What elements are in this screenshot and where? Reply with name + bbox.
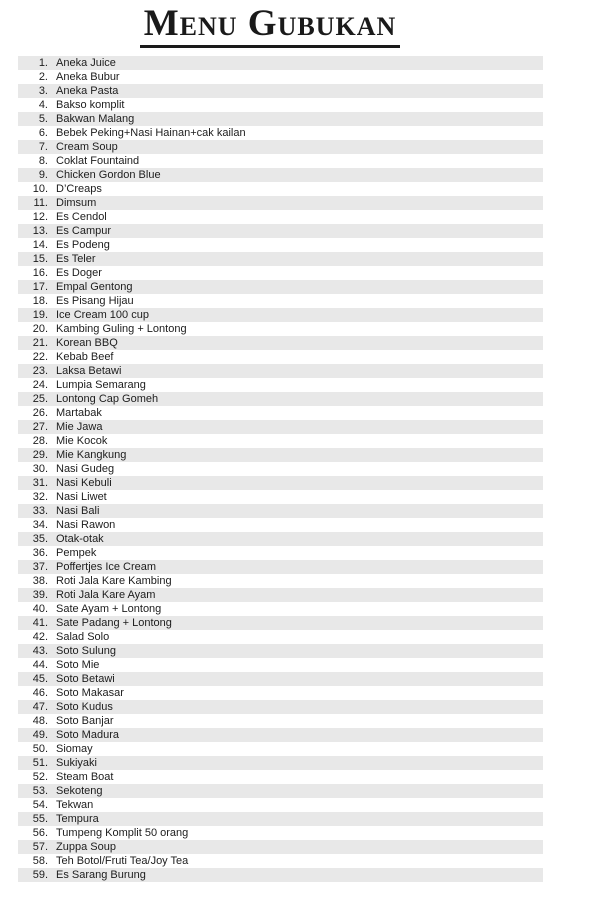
menu-item-number: 9.: [38, 169, 48, 181]
menu-item-label: Es Cendol: [56, 211, 107, 223]
menu-item-number: 47.: [32, 701, 48, 713]
menu-item-label: Lontong Cap Gomeh: [56, 393, 159, 405]
menu-item-number: 16.: [32, 267, 48, 279]
menu-item-label: Lumpia Semarang: [56, 379, 146, 391]
menu-item: [18, 756, 543, 770]
menu-item: [18, 798, 543, 812]
menu-item-label: Kambing Guling + Lontong: [56, 323, 187, 335]
menu-item-number: 13.: [32, 225, 48, 237]
menu-item: [18, 378, 543, 392]
menu-item-label: Soto Kudus: [56, 701, 113, 713]
menu-item: [18, 616, 543, 630]
menu-item: [18, 350, 543, 364]
menu-item: [18, 476, 543, 490]
menu-item-number: 43.: [32, 645, 48, 657]
menu-item-label: Soto Mie: [56, 659, 100, 671]
menu-item-number: 2.: [38, 71, 48, 83]
menu-item-label: Bakso komplit: [56, 99, 125, 111]
menu-item-label: Soto Madura: [56, 729, 119, 741]
menu-item-label: Tekwan: [56, 799, 94, 811]
menu-item-label: Soto Banjar: [56, 715, 114, 727]
menu-item-number: 10.: [32, 183, 48, 195]
menu-item: [18, 546, 543, 560]
menu-item: [18, 56, 543, 70]
menu-item-number: 53.: [32, 785, 48, 797]
menu-item-number: 17.: [32, 281, 48, 293]
menu-item-label: Aneka Juice: [56, 57, 116, 69]
menu-item-label: Es Podeng: [56, 239, 110, 251]
menu-item-label: Steam Boat: [56, 771, 114, 783]
menu-item-number: 11.: [33, 197, 48, 209]
menu-item: [18, 742, 543, 756]
menu-item: [18, 252, 543, 266]
menu-item-number: 1.: [38, 57, 48, 69]
title-wrap: [0, 4, 540, 48]
menu-item: [18, 196, 543, 210]
menu-item-number: 25.: [32, 393, 48, 405]
menu-item: [18, 728, 543, 742]
menu-item-label: Mie Kocok: [56, 435, 108, 447]
menu-item-number: 51.: [32, 757, 48, 769]
menu-item: [18, 686, 543, 700]
menu-item-number: 20.: [32, 323, 48, 335]
menu-item-number: 32.: [32, 491, 48, 503]
menu-item: [18, 392, 543, 406]
menu-item-number: 14.: [32, 239, 48, 251]
menu-item: [18, 784, 543, 798]
menu-item-number: 15.: [32, 253, 48, 265]
menu-item: [18, 490, 543, 504]
menu-item-number: 22.: [32, 351, 48, 363]
menu-item: [18, 238, 543, 252]
menu-item-number: 28.: [32, 435, 48, 447]
menu-item-number: 6.: [38, 127, 48, 139]
menu-item-label: Es Sarang Burung: [56, 869, 146, 881]
menu-item: [18, 420, 543, 434]
menu-item: [18, 126, 543, 140]
menu-item: [18, 84, 543, 98]
menu-item-label: Laksa Betawi: [56, 365, 122, 377]
menu-item-number: 26.: [32, 407, 48, 419]
menu-item-label: Teh Botol/Fruti Tea/Joy Tea: [56, 855, 189, 867]
menu-item-label: Mie Jawa: [56, 421, 103, 433]
menu-item-label: Nasi Rawon: [56, 519, 116, 531]
menu-item-label: Soto Makasar: [56, 687, 124, 699]
menu-item: [18, 168, 543, 182]
menu-item-number: 30.: [32, 463, 48, 475]
menu-item: [18, 672, 543, 686]
menu-item-number: 24.: [32, 379, 48, 391]
menu-item-number: 41.: [32, 617, 48, 629]
menu-item: [18, 154, 543, 168]
menu-item: [18, 630, 543, 644]
menu-item: [18, 826, 543, 840]
menu-item-label: Bebek Peking+Nasi Hainan+cak kailan: [56, 127, 246, 139]
menu-list: [18, 56, 543, 882]
menu-item: [18, 364, 543, 378]
menu-item: [18, 140, 543, 154]
menu-item: [18, 406, 543, 420]
menu-item-number: 42.: [32, 631, 48, 643]
menu-item: [18, 210, 543, 224]
menu-item-label: Coklat Fountaind: [56, 155, 140, 167]
menu-item: [18, 574, 543, 588]
menu-item: [18, 322, 543, 336]
menu-item-label: Poffertjes Ice Cream: [56, 561, 157, 573]
menu-item: [18, 518, 543, 532]
menu-item-number: 33.: [32, 505, 48, 517]
menu-item-label: Sate Padang + Lontong: [56, 617, 172, 629]
menu-item-label: Soto Betawi: [56, 673, 115, 685]
menu-item-label: Nasi Bali: [56, 505, 100, 517]
menu-item-number: 46.: [32, 687, 48, 699]
menu-item: [18, 714, 543, 728]
menu-item-number: 27.: [32, 421, 48, 433]
menu-item-label: Otak-otak: [56, 533, 104, 545]
menu-item-label: Nasi Liwet: [56, 491, 107, 503]
menu-item: [18, 112, 543, 126]
menu-item-label: Chicken Gordon Blue: [56, 169, 161, 181]
menu-item-label: Sukiyaki: [56, 757, 97, 769]
menu-item-label: Nasi Gudeg: [56, 463, 115, 475]
menu-item-number: 54.: [32, 799, 48, 811]
menu-item-number: 12.: [32, 211, 48, 223]
menu-item-number: 59.: [32, 869, 48, 881]
menu-item-number: 7.: [38, 141, 48, 153]
menu-item-label: Soto Sulung: [56, 645, 116, 657]
menu-item-number: 45.: [32, 673, 48, 685]
menu-item-label: Ice Cream 100 cup: [56, 309, 149, 321]
menu-item-label: Tumpeng Komplit 50 orang: [56, 827, 189, 839]
menu-item: [18, 280, 543, 294]
menu-item-number: 31.: [32, 477, 48, 489]
menu-item: [18, 294, 543, 308]
menu-item-number: 4.: [38, 99, 48, 111]
menu-item-label: Siomay: [56, 743, 93, 755]
menu-item-number: 40.: [32, 603, 48, 615]
menu-item-label: Cream Soup: [56, 141, 118, 153]
menu-item-number: 29.: [32, 449, 48, 461]
menu-item-label: Aneka Pasta: [56, 85, 119, 97]
menu-item: [18, 700, 543, 714]
menu-item-label: Es Pisang Hijau: [56, 295, 134, 307]
menu-item: [18, 182, 543, 196]
menu-item: [18, 658, 543, 672]
menu-item-number: 48.: [32, 715, 48, 727]
menu-item-label: Es Teler: [56, 253, 96, 265]
menu-item-label: Empal Gentong: [56, 281, 133, 293]
menu-item-label: Roti Jala Kare Kambing: [56, 575, 172, 587]
menu-item-number: 44.: [32, 659, 48, 671]
menu-item: [18, 840, 543, 854]
menu-item-number: 52.: [32, 771, 48, 783]
menu-item-label: Kebab Beef: [56, 351, 114, 363]
menu-item-label: Bakwan Malang: [56, 113, 135, 125]
menu-item: [18, 504, 543, 518]
menu-item: [18, 434, 543, 448]
menu-item-label: Aneka Bubur: [56, 71, 120, 83]
menu-item: [18, 644, 543, 658]
menu-item: [18, 812, 543, 826]
menu-item-label: Tempura: [56, 813, 99, 825]
menu-item-label: Nasi Kebuli: [56, 477, 112, 489]
menu-item-number: 50.: [32, 743, 48, 755]
menu-item-number: 58.: [32, 855, 48, 867]
menu-item: [18, 602, 543, 616]
menu-item: [18, 98, 543, 112]
menu-item-number: 23.: [32, 365, 48, 377]
menu-item: [18, 560, 543, 574]
menu-item-number: 39.: [32, 589, 48, 601]
menu-item-number: 57.: [32, 841, 48, 853]
menu-item-number: 3.: [38, 85, 48, 97]
menu-item: [18, 308, 543, 322]
menu-item-label: Roti Jala Kare Ayam: [56, 589, 156, 601]
menu-item: [18, 532, 543, 546]
menu-item: [18, 868, 543, 882]
menu-item-label: Pempek: [56, 547, 97, 559]
menu-item-number: 56.: [32, 827, 48, 839]
menu-item-number: 5.: [38, 113, 48, 125]
menu-item-label: Dimsum: [56, 197, 97, 209]
menu-item-number: 21.: [32, 337, 48, 349]
menu-item-number: 18.: [32, 295, 48, 307]
menu-item-number: 36.: [32, 547, 48, 559]
menu-item-number: 38.: [32, 575, 48, 587]
menu-item-label: Es Campur: [56, 225, 112, 237]
menu-item: [18, 854, 543, 868]
page-title: Menu Gubukan: [140, 4, 401, 48]
menu-item: [18, 224, 543, 238]
menu-item: [18, 448, 543, 462]
menu-item: [18, 588, 543, 602]
menu-item: [18, 70, 543, 84]
menu-item-label: Mie Kangkung: [56, 449, 127, 461]
menu-item-number: 55.: [32, 813, 48, 825]
menu-item-label: Martabak: [56, 407, 102, 419]
menu-item-number: 49.: [32, 729, 48, 741]
menu-item: [18, 266, 543, 280]
menu-item-number: 35.: [32, 533, 48, 545]
menu-item: [18, 462, 543, 476]
menu-item-number: 19.: [32, 309, 48, 321]
menu-item: [18, 770, 543, 784]
menu-item-label: Es Doger: [56, 267, 102, 279]
menu-item-label: Sekoteng: [56, 785, 103, 797]
menu-item-label: Sate Ayam + Lontong: [56, 603, 162, 615]
menu-item-label: Zuppa Soup: [56, 841, 116, 853]
menu-item: [18, 336, 543, 350]
menu-item-number: 34.: [32, 519, 48, 531]
menu-item-number: 37.: [32, 561, 48, 573]
menu-item-label: Korean BBQ: [56, 337, 118, 349]
menu-item-label: Salad Solo: [56, 631, 110, 643]
menu-item-label: D’Creaps: [56, 183, 102, 195]
menu-item-number: 8.: [38, 155, 48, 167]
